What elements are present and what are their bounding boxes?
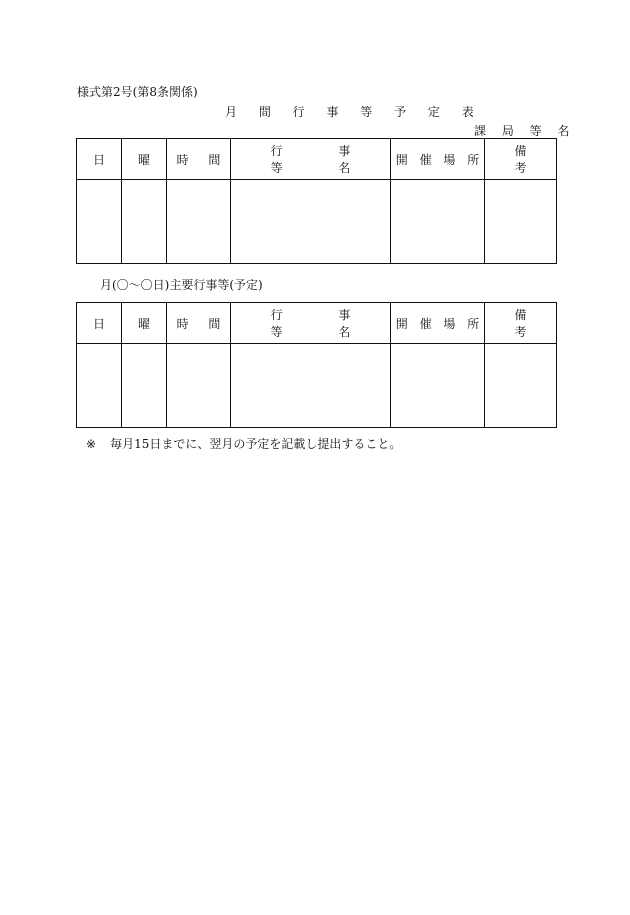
submission-note (86, 435, 401, 452)
column-header-day: 日 (77, 139, 122, 180)
key-events-table (76, 302, 557, 428)
monthly-schedule-table (76, 138, 557, 264)
cell-venue[interactable] (391, 180, 485, 264)
column-header-day: 日 (77, 303, 122, 344)
section-title-key-events: 月(〇～〇日)主要行事等(予定) (100, 278, 263, 292)
table-header-row (77, 139, 557, 180)
cell-remarks[interactable] (485, 344, 557, 428)
table-row (77, 344, 557, 428)
cell-time[interactable] (167, 344, 231, 428)
cell-venue[interactable] (391, 344, 485, 428)
document-title: 月 間 行 事 等 予 定 表 (225, 105, 483, 119)
table-row (77, 180, 557, 264)
cell-weekday[interactable] (122, 180, 167, 264)
department-name-label: 課 局 等 名 (474, 124, 576, 138)
column-header-event-name: 行 事 等 名 (231, 139, 391, 180)
submission-note-text: 毎月15日までに、翌月の予定を記載し提出すること。 (110, 437, 402, 451)
column-header-time: 時 間 (167, 139, 231, 180)
reference-mark: ※ (86, 437, 97, 451)
column-header-weekday: 曜 (122, 303, 167, 344)
cell-weekday[interactable] (122, 344, 167, 428)
column-header-venue: 開 催 場 所 (391, 303, 485, 344)
form-number: 様式第2号(第8条関係) (77, 85, 198, 99)
cell-event-name[interactable] (231, 344, 391, 428)
column-header-time: 時 間 (167, 303, 231, 344)
cell-time[interactable] (167, 180, 231, 264)
cell-event-name[interactable] (231, 180, 391, 264)
table-header-row (77, 303, 557, 344)
column-header-venue: 開 催 場 所 (391, 139, 485, 180)
column-header-remarks: 備 考 (485, 303, 557, 344)
column-header-event-name: 行 事 等 名 (231, 303, 391, 344)
cell-remarks[interactable] (485, 180, 557, 264)
column-header-weekday: 曜 (122, 139, 167, 180)
column-header-remarks: 備 考 (485, 139, 557, 180)
cell-day[interactable] (77, 344, 122, 428)
cell-day[interactable] (77, 180, 122, 264)
